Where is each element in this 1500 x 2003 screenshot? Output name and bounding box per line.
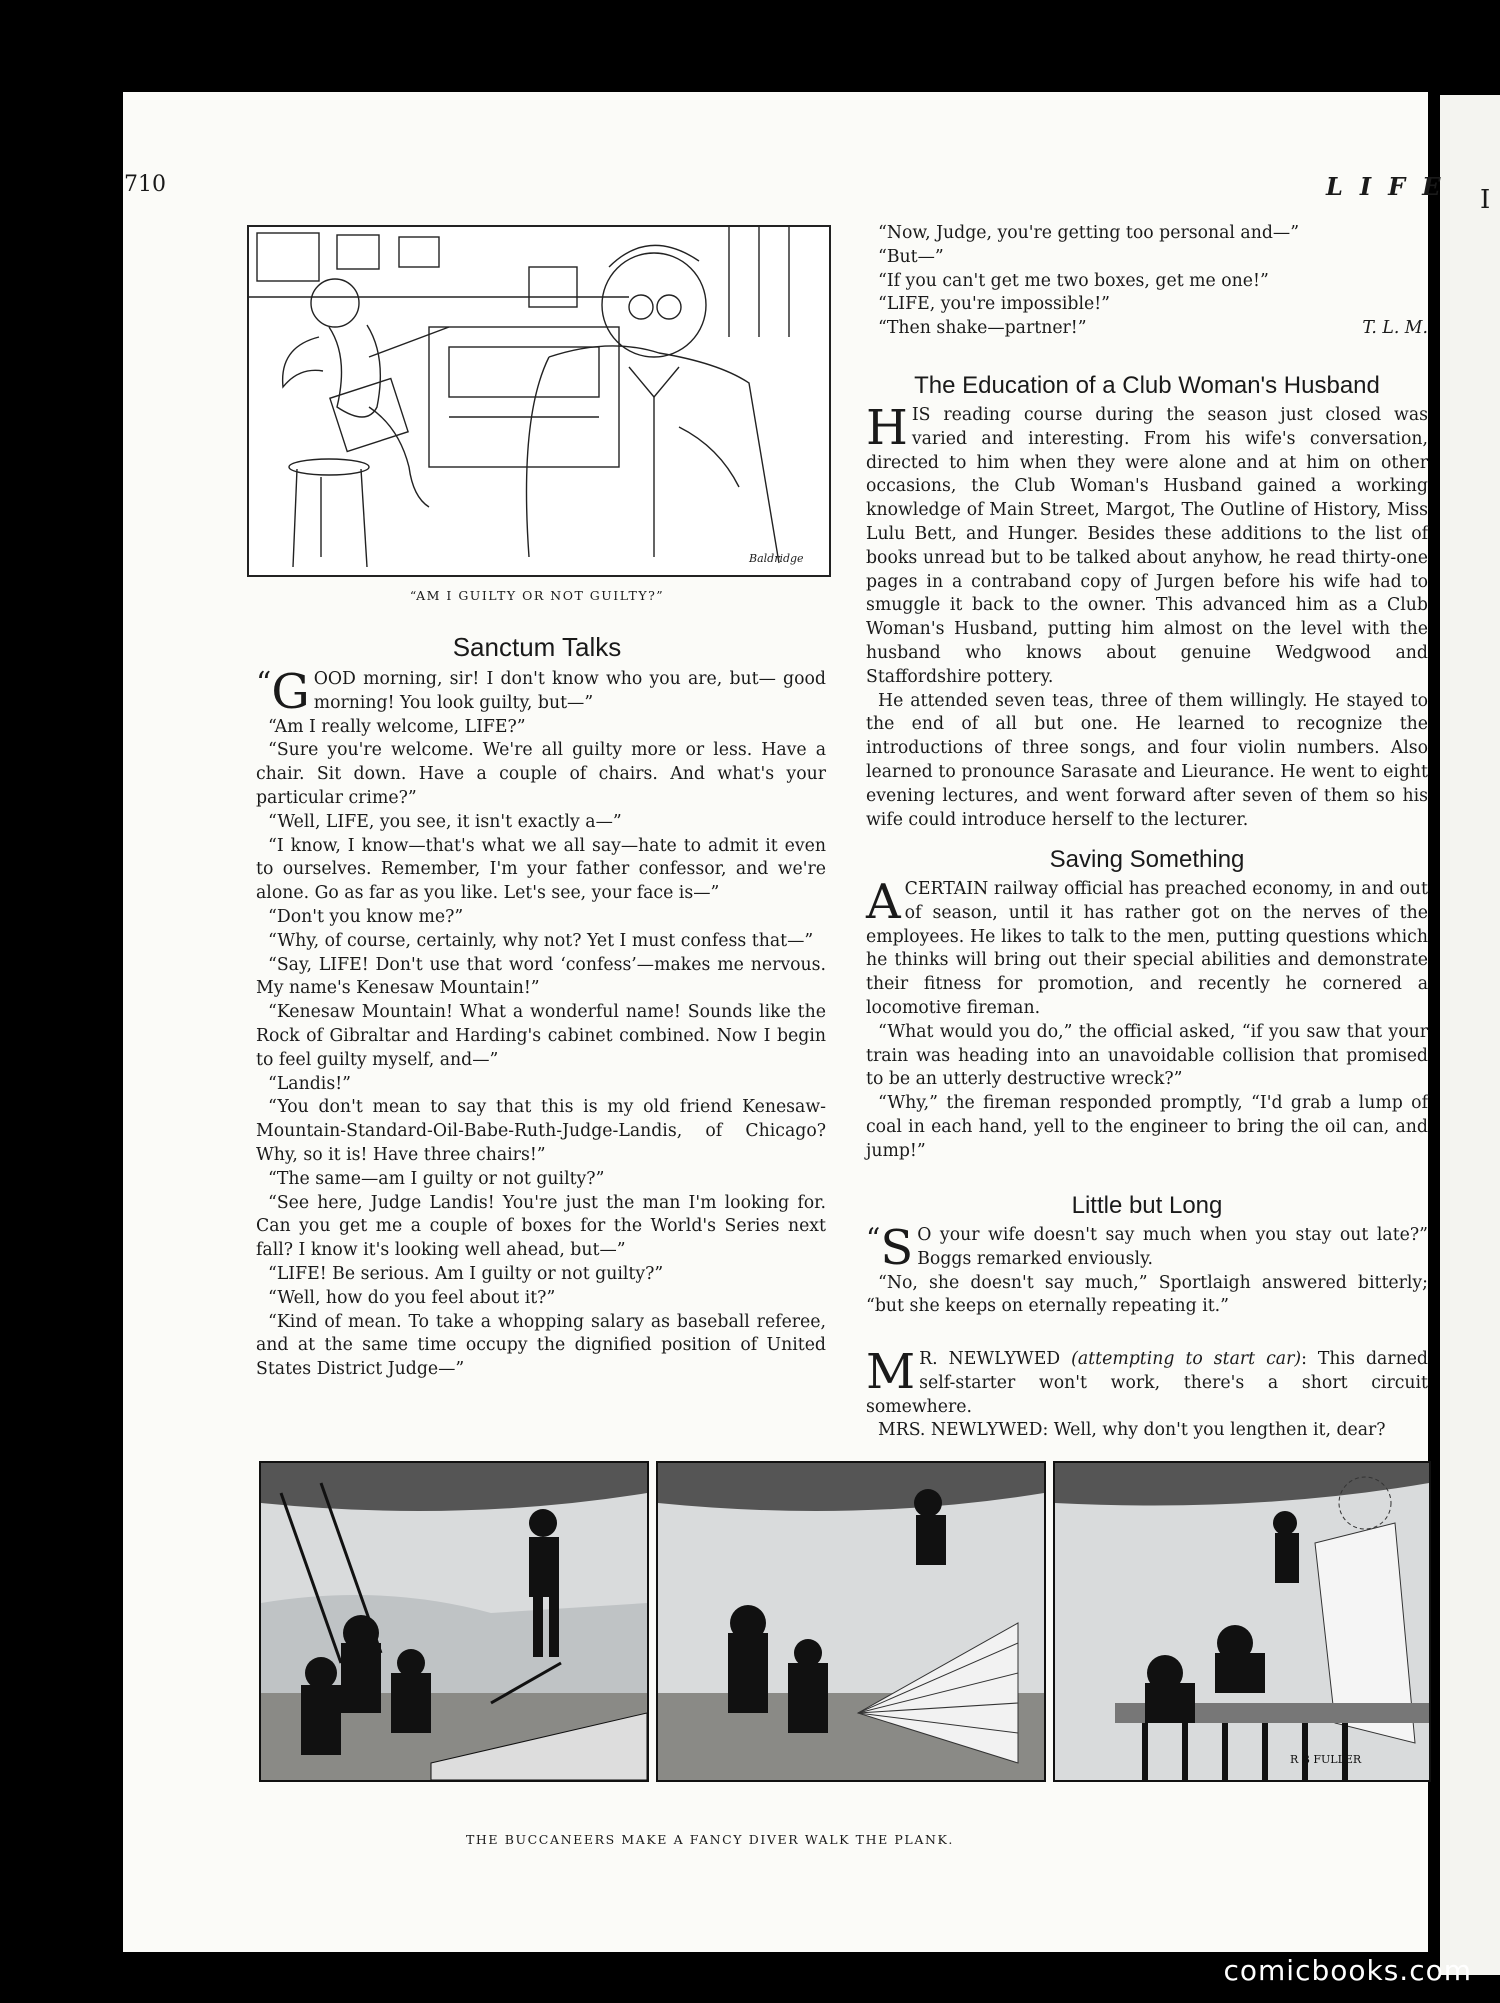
- paragraph: “Well, LIFE, you see, it isn't exactly a—”: [268, 811, 622, 832]
- paragraph: “Say, LIFE! Don't use that word ‘confess’—makes me nervous. My name's Kenesaw Mountain!”: [256, 954, 826, 999]
- author-signature: T. L. M.: [1362, 318, 1428, 339]
- sanctum-talks-continued: [866, 222, 1428, 341]
- comic-signature: R B FULLER: [1290, 1753, 1362, 1766]
- paragraph: “Well, how do you feel about it?”: [268, 1287, 556, 1308]
- panel-drawing: [261, 1463, 647, 1780]
- sanctum-talks-title: Sanctum Talks: [452, 632, 622, 662]
- paragraph: “The same—am I guilty or not guilty?”: [268, 1168, 605, 1189]
- illustration-caption: “AM I GUILTY OR NOT GUILTY?”: [409, 588, 665, 603]
- cupid-judge-illustration: [247, 225, 831, 577]
- saving-something-body: [866, 874, 1428, 1164]
- sanctum-talks-body: “ G OOD morning, sir! I don't know who you are, but— good morning! You look guilty, but—” “Am I really welcome, LIFE?” “Sure you're welcome. We're all guilty more or less. Have a chair. Sit down. Have a couple of chairs. And what's your particular crime?” “Well, LIFE, you see, it isn't exactly a—” “I know, I know—that's what we all say—hate to admit it even to ourselves. Remember, I'm your father confessor, and we're alone. Go as far as you like. Let's see, your face is—” “Don't you know me?” “Why, of course, certainly, why not? Yet I must confess that—” “Say, LIFE! Don't use that word ‘confess’—makes me nervous. My name's Kenesaw Mountain!” “Kenesaw Mountain! What a wonderful name! Sounds like the Rock of Gibraltar and Harding's cabinet combined. Now I begin to feel guilty myself, and—” “Landis!” “You don't mean to say that this is my old friend Kenesaw-Mountain-Standard-Oil-Babe-Ruth-Judge-Landis, of Chicago? Why, so it is! Have three chairs!” “The same—am I guilty or not guilty?” “See here, Judge Landis! You're just the man I'm looking for. Can you get me a couple of boxes for the World's Series next fall? I know it's looking well ahead, but—” “LIFE! Be serious. Am I guilty or not guilty?” “Well, how do you feel about it?” “Kind of mean. To take a whopping salary as baseball referee, and at the same time occupy the dignified position of United States District Judge—”: [256, 668, 826, 1382]
- newlywed-joke: M R. NEWLYWED (attempting to start car): This darned self-starter won't work, there's a short circuit somewhere. MRS. NEWLYWED: Well, why don't you lengthen it, dear?: [866, 1344, 1428, 1441]
- panel-drawing: [1055, 1463, 1429, 1780]
- comic-caption: THE BUCCANEERS MAKE A FANCY DIVER WALK THE PLANK.: [465, 1832, 955, 1847]
- watermark: comicbooks.com: [1223, 1954, 1472, 1987]
- paragraph: He attended seven teas, three of them willingly. He stayed to the end of all but one. He learned to recognize the introductions of three songs, and four violin numbers. Also learned to pronounce Sarasate and Lieurance. He went to eight evening lectures, and went forward after seven of them so his wife could introduce herself to the lecturer.: [866, 690, 1428, 830]
- paragraph: IS reading course during the season just closed was varied and interesting. From his wife's conversation, directed to him when they were alone and at him on other occasions, the Club Woman's Husband gained a working knowledge of Main Street, Margot, The Outline of History, Miss Lulu Bett, and Hunger. Besides these additions to the list of books unread but to be talked about anyhow, he read thirty-one pages in a contraband copy of Jurgen before his wife had to smuggle it back to the owner. This advanced him as a Club Woman's Husband, putting him almost on the level with the husband who knows about genuine Wedgwood and Staffordshire pottery.: [866, 405, 1428, 687]
- paragraph: “Why,” the fireman responded promptly, “I'd grab a lump of coal in each hand, yell to the engineer to bring the oil can, and jump!”: [866, 1093, 1428, 1161]
- paragraph: “Kind of mean. To take a whopping salary as baseball referee, and at the same time occupy the dignified position of United States District Judge—”: [256, 1311, 826, 1380]
- paragraph: “Now, Judge, you're getting too personal and—”: [878, 223, 1300, 243]
- paragraph: “Am I really welcome, LIFE?”: [268, 716, 526, 737]
- edge-mark: I: [1480, 185, 1491, 215]
- paragraph: OOD morning, sir! I don't know who you are, but— good morning! You look guilty, but—”: [313, 669, 826, 713]
- paragraph: “But—”: [878, 246, 944, 267]
- next-page-edge: [1440, 95, 1500, 1975]
- paragraph: “No, she doesn't say much,” Sportlaigh answered bitterly; “but she keeps on eternally repeating it.”: [866, 1272, 1428, 1317]
- paragraph: “If you can't get me two boxes, get me one!”: [878, 270, 1269, 291]
- page-number: 710: [124, 172, 166, 197]
- paragraph: “Then shake—partner!”: [878, 318, 1087, 339]
- drop-cap: G: [271, 664, 310, 720]
- paragraph: “I know, I know—that's what we all say—hate to admit it even to ourselves. Remember, I'm your father confessor, and we're alone. Go as far as you like. Let's see, your face is—”: [256, 835, 826, 904]
- comic-panel-3: [1053, 1461, 1431, 1782]
- little-but-long-body: “ S O your wife doesn't say much when you stay out late?” Boggs remarked enviously. “No, she doesn't say much,” Sportlaigh answered bitterly; “but she keeps on eternally repeating it.”: [866, 1224, 1428, 1319]
- paragraph: “Landis!”: [268, 1073, 351, 1094]
- education-body: [866, 400, 1428, 832]
- paragraph: “Don't you know me?”: [268, 906, 464, 927]
- drop-cap: M: [866, 1344, 916, 1400]
- paragraph: “See here, Judge Landis! You're just the man I'm looking for. Can you get me a couple of boxes for the World's Series next fall? I know it's looking well ahead, but—”: [256, 1192, 826, 1261]
- drop-cap: S: [880, 1220, 914, 1276]
- little-but-long-title: Little but Long: [1071, 1192, 1223, 1219]
- education-title: The Education of a Club Woman's Husband: [914, 372, 1380, 399]
- panel-drawing: [658, 1463, 1044, 1780]
- drop-cap: H: [866, 400, 908, 456]
- comic-panel-1: [259, 1461, 649, 1782]
- paragraph: “LIFE! Be serious. Am I guilty or not guilty?”: [268, 1263, 664, 1284]
- paragraph: O your wife doesn't say much when you stay out late?” Boggs remarked enviously.: [917, 1225, 1428, 1269]
- illustration-signature: Baldridge: [749, 552, 804, 565]
- saving-something-title: Saving Something: [1049, 846, 1245, 873]
- drop-cap: A: [866, 874, 901, 930]
- paragraph: “Sure you're welcome. We're all guilty more or less. Have a chair. Sit down. Have a couple of chairs. And what's your particular crime?”: [256, 740, 826, 808]
- illustration-drawing: [249, 227, 829, 575]
- paragraph: CERTAIN railway official has preached economy, in and out of season, until it has rather got on the nerves of the employees. He likes to talk to the men, putting questions which he thinks will bring out their special abilities and demonstrate their fitness for promotion, and recently he cornered a locomotive fireman.: [866, 879, 1428, 1018]
- paragraph: “You don't mean to say that this is my old friend Kenesaw-Mountain-Standard-Oil-Babe-Ruth-Judge-Landis, of Chicago? Why, so it is! Have three chairs!”: [256, 1097, 826, 1165]
- speaker-label: MRS. NEWLYWED: [878, 1420, 1043, 1441]
- paragraph: “Kenesaw Mountain! What a wonderful name! Sounds like the Rock of Gibraltar and Harding's cabinet combined. Now I begin to feel guilty myself, and—”: [256, 1002, 826, 1070]
- paragraph: “What would you do,” the official asked, “if you saw that your train was heading into an unavoidable collision that promised to be an utterly destructive wreck?”: [866, 1021, 1428, 1090]
- comic-panel-2: [656, 1461, 1046, 1782]
- running-head: LIFE: [1326, 172, 1458, 201]
- paragraph: “Why, of course, certainly, why not? Yet I must confess that—”: [268, 930, 814, 951]
- paragraph: “LIFE, you're impossible!”: [878, 294, 1110, 315]
